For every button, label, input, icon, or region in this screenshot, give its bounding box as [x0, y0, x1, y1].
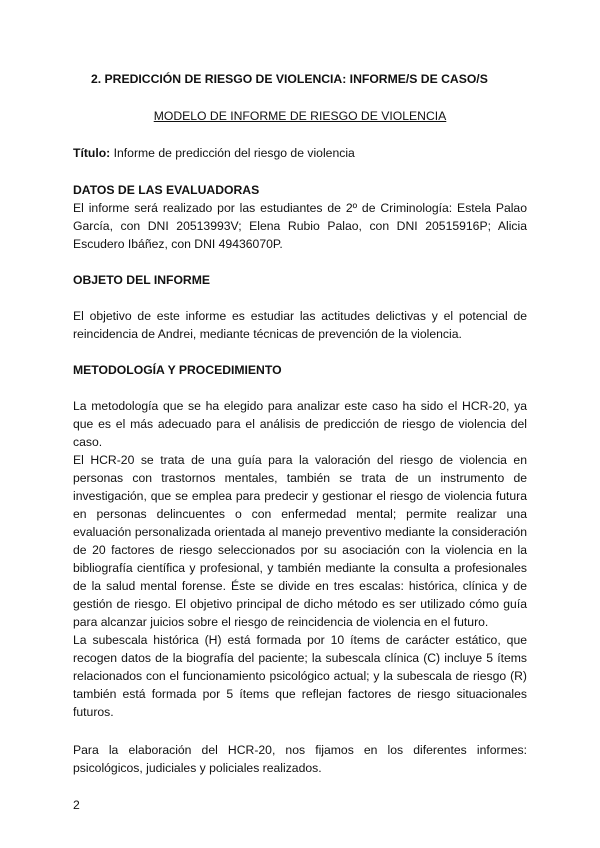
methodology-paragraph-4: Para la elaboración del HCR-20, nos fijamos en los diferentes informes: psicológicos, judiciales y policiales realizados.	[73, 743, 527, 775]
methodology-heading: METODOLOGÍA Y PROCEDIMIENTO	[73, 363, 282, 377]
model-title: MODELO DE INFORME DE RIESGO DE VIOLENCIA	[153, 109, 447, 123]
document-title-label: Título:	[73, 146, 111, 160]
document-title	[73, 144, 355, 162]
methodology-paragraph-3: La subescala histórica (H) está formada por 10 ítems de carácter estático, que recogen datos de la biografía del paciente; la subescala clínica (C) incluye 5 ítems relacionados con el funcionamiento psicológico actual; y la subescala de riesgo (R) también está formada por 5 ítems que reflejan factores de riesgo situacionales futuros.	[73, 633, 527, 719]
methodology-paragraph-2: El HCR-20 se trata de una guía para la valoración del riesgo de violencia en personas con trastornos mentales, también se trata de un instrumento de investigación, que se emplea para predecir y gestionar el riesgo de violencia futura en personas delincuentes o con enfermedad mental; permite realizar una evaluación personalizada orientada al manejo preventivo mediante la consideración de 20 factores de riesgo seleccionados por su asociación con la violencia en la bibliografía científica y profesional, y también mediante la consulta a profesionales de la salud mental forense. Éste se divide en tres escalas: histórica, clínica y de gestión de riesgo. El objetivo principal de dicho método es ser utilizado cómo guía para alcanzar juicios sobre el riesgo de reincidencia de violencia en el futuro.	[73, 453, 527, 629]
page-number: 2	[73, 798, 80, 812]
object-heading: OBJETO DEL INFORME	[73, 273, 211, 287]
section-title: 2. PREDICCIÓN DE RIESGO DE VIOLENCIA: INFORME/S DE CASO/S	[91, 72, 488, 86]
object-paragraph: El objetivo de este informe es estudiar las actitudes delictivas y el potencial de reincidencia de Andrei, mediante técnicas de prevención de la violencia.	[73, 309, 527, 341]
evaluators-paragraph: El informe será realizado por las estudiantes de 2º de Criminología: Estela Palao García, con DNI 20513993V; Elena Rubio Palao, con DNI 20515916P; Alicia Escudero Ibáñez, con DNI 49436070P.	[73, 201, 527, 251]
document-title-text: Informe de predicción del riesgo de violencia	[110, 146, 355, 160]
evaluators-heading: DATOS DE LAS EVALUADORAS	[73, 183, 260, 197]
methodology-paragraph-1: La metodología que se ha elegido para analizar este caso ha sido el HCR-20, ya que es el más adecuado para el análisis de predicción de riesgo de violencia del caso.	[73, 399, 527, 449]
